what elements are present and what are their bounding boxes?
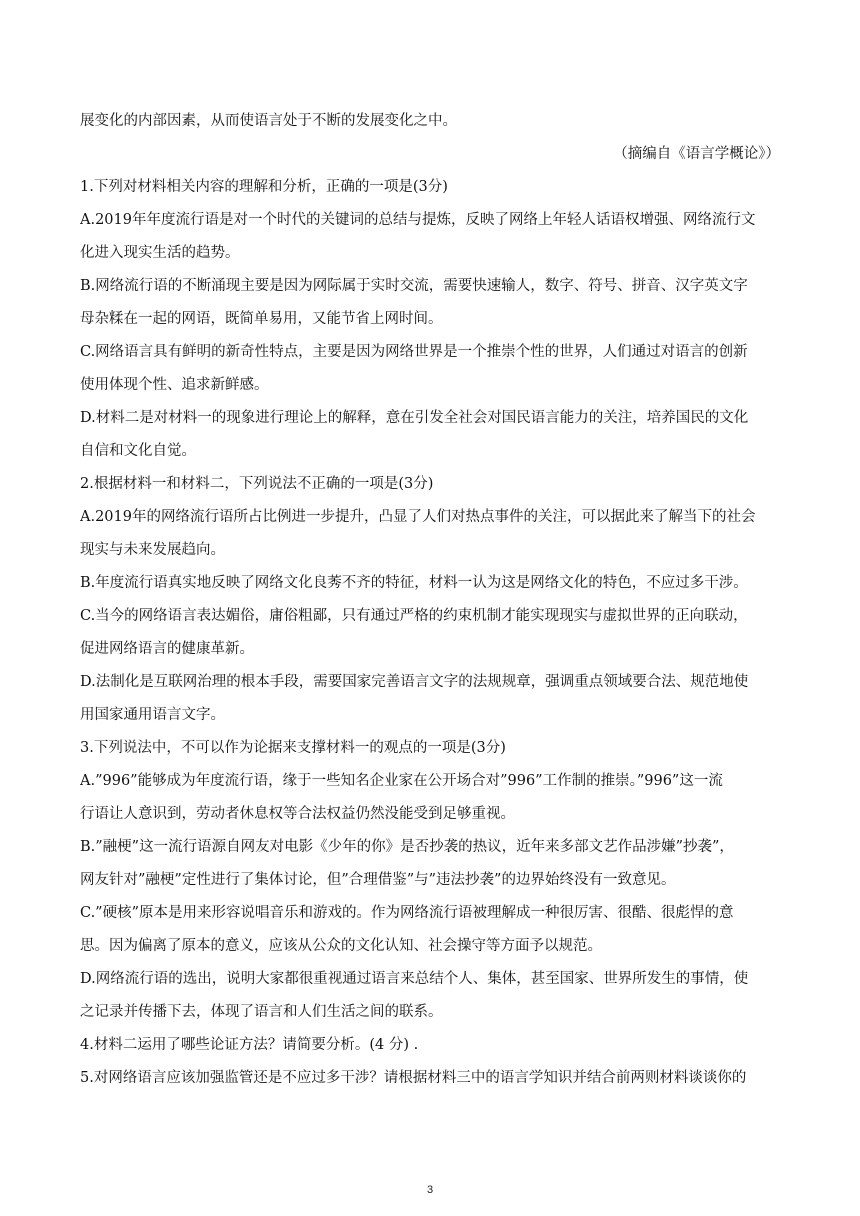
question-5-stem: 5.对网络语言应该加强监管还是不应过多干涉？请根据材料三中的语言学知识并结合前两则材料谈谈你的: [80, 1070, 747, 1086]
question-1-option-a-cont: 化进入现实生活的趋势。: [80, 245, 240, 261]
question-1-option-c: C.网络语言具有鲜明的新奇性特点，主要是因为网络世界是一个推崇个性的世界，人们通过对语言的创新: [80, 344, 748, 360]
question-2-option-a-cont: 现实与未来发展趋向。: [80, 542, 225, 558]
question-3-option-b-cont: 网友针对”融梗”定性进行了集体讨论，但”合理借鉴”与”违法抄袭”的边界始终没有一致意见。: [80, 872, 676, 888]
question-3-option-a: A.”996”能够成为年度流行语，缘于一些知名企业家在公开场合对”996”工作制的推崇。”996”这一流: [80, 773, 723, 789]
source-citation: （摘编自《语言学概论》）: [613, 146, 780, 162]
question-3-option-d: D.网络流行语的选出，说明大家都很重视通过语言来总结个人、集体，甚至国家、世界所发生的事情，使: [80, 971, 749, 987]
question-2-option-d: D.法制化是互联网治理的根本手段，需要国家完善语言文字的法规规章，强调重点领域要合法、规范地使: [80, 674, 749, 690]
question-2-stem: 2.根据材料一和材料二，下列说法不正确的一项是(3分): [80, 476, 434, 492]
question-3-option-c: C.”硬核”原本是用来形容说唱音乐和游戏的。作为网络流行语被理解成一种很厉害、很酷、很彪悍的意: [80, 905, 734, 921]
question-3-stem: 3.下列说法中，不可以作为论据来支撑材料一的观点的一项是(3分): [80, 740, 506, 756]
document-body: [80, 105, 780, 1095]
question-2-option-b: B.年度流行语真实地反映了网络文化良莠不齐的特征，材料一认为这是网络文化的特色，不应过多干涉。: [80, 575, 748, 591]
question-1-option-b: B.网络流行语的不断涌现主要是因为网际属于实时交流，需要快速输人，数字、符号、拼音、汉字英文字: [80, 278, 748, 294]
question-1-option-b-cont: 母杂糅在一起的网语，既简单易用，又能节省上网时间。: [80, 311, 443, 327]
question-2-option-d-cont: 用国家通用语言文字。: [80, 707, 225, 723]
question-3-option-a-cont: 行语让人意识到，劳动者休息权等合法权益仍然没能受到足够重视。: [80, 806, 515, 822]
question-1-option-d-cont: 自信和文化自觉。: [80, 443, 196, 459]
question-4-stem: 4.材料二运用了哪些论证方法？请简要分析。(4 分) .: [80, 1037, 419, 1053]
question-1-option-d: D.材料二是对材料一的现象进行理论上的解释，意在引发全社会对国民语言能力的关注，培养国民的文化: [80, 410, 749, 426]
question-1-option-a: A.2019年年度流行语是对一个时代的关键词的总结与提炼，反映了网络上年轻人话语权增强、网络流行文: [80, 212, 756, 228]
question-3-option-b: B.”融梗”这一流行语源自网友对电影《少年的你》是否抄袭的热议，近年来多部文艺作品涉嫌”抄袭”，: [80, 839, 734, 855]
question-3-option-d-cont: 之记录并传播下去，体现了语言和人们生活之间的联系。: [80, 1004, 443, 1020]
question-1-stem: 1.下列对材料相关内容的理解和分析，正确的一项是(3分): [80, 179, 448, 195]
page-number: 3: [426, 1184, 434, 1196]
question-2-option-c-cont: 促进网络语言的健康革新。: [80, 641, 254, 657]
question-2-option-a: A.2019年的网络流行语所占比例进一步提升，凸显了人们对热点事件的关注，可以据此来了解当下的社会: [80, 509, 756, 525]
question-2-option-c: C.当今的网络语言表达媚俗，庸俗粗鄙，只有通过严格的约束机制才能实现现实与虚拟世界的正向联动，: [80, 608, 748, 624]
text-line: 展变化的内部因素，从而使语言处于不断的发展变化之中。: [80, 113, 457, 129]
question-1-option-c-cont: 使用体现个性、追求新鲜感。: [80, 377, 269, 393]
question-3-option-c-cont: 思。因为偏离了原本的意义，应该从公众的文化认知、社会操守等方面予以规范。: [80, 938, 602, 954]
